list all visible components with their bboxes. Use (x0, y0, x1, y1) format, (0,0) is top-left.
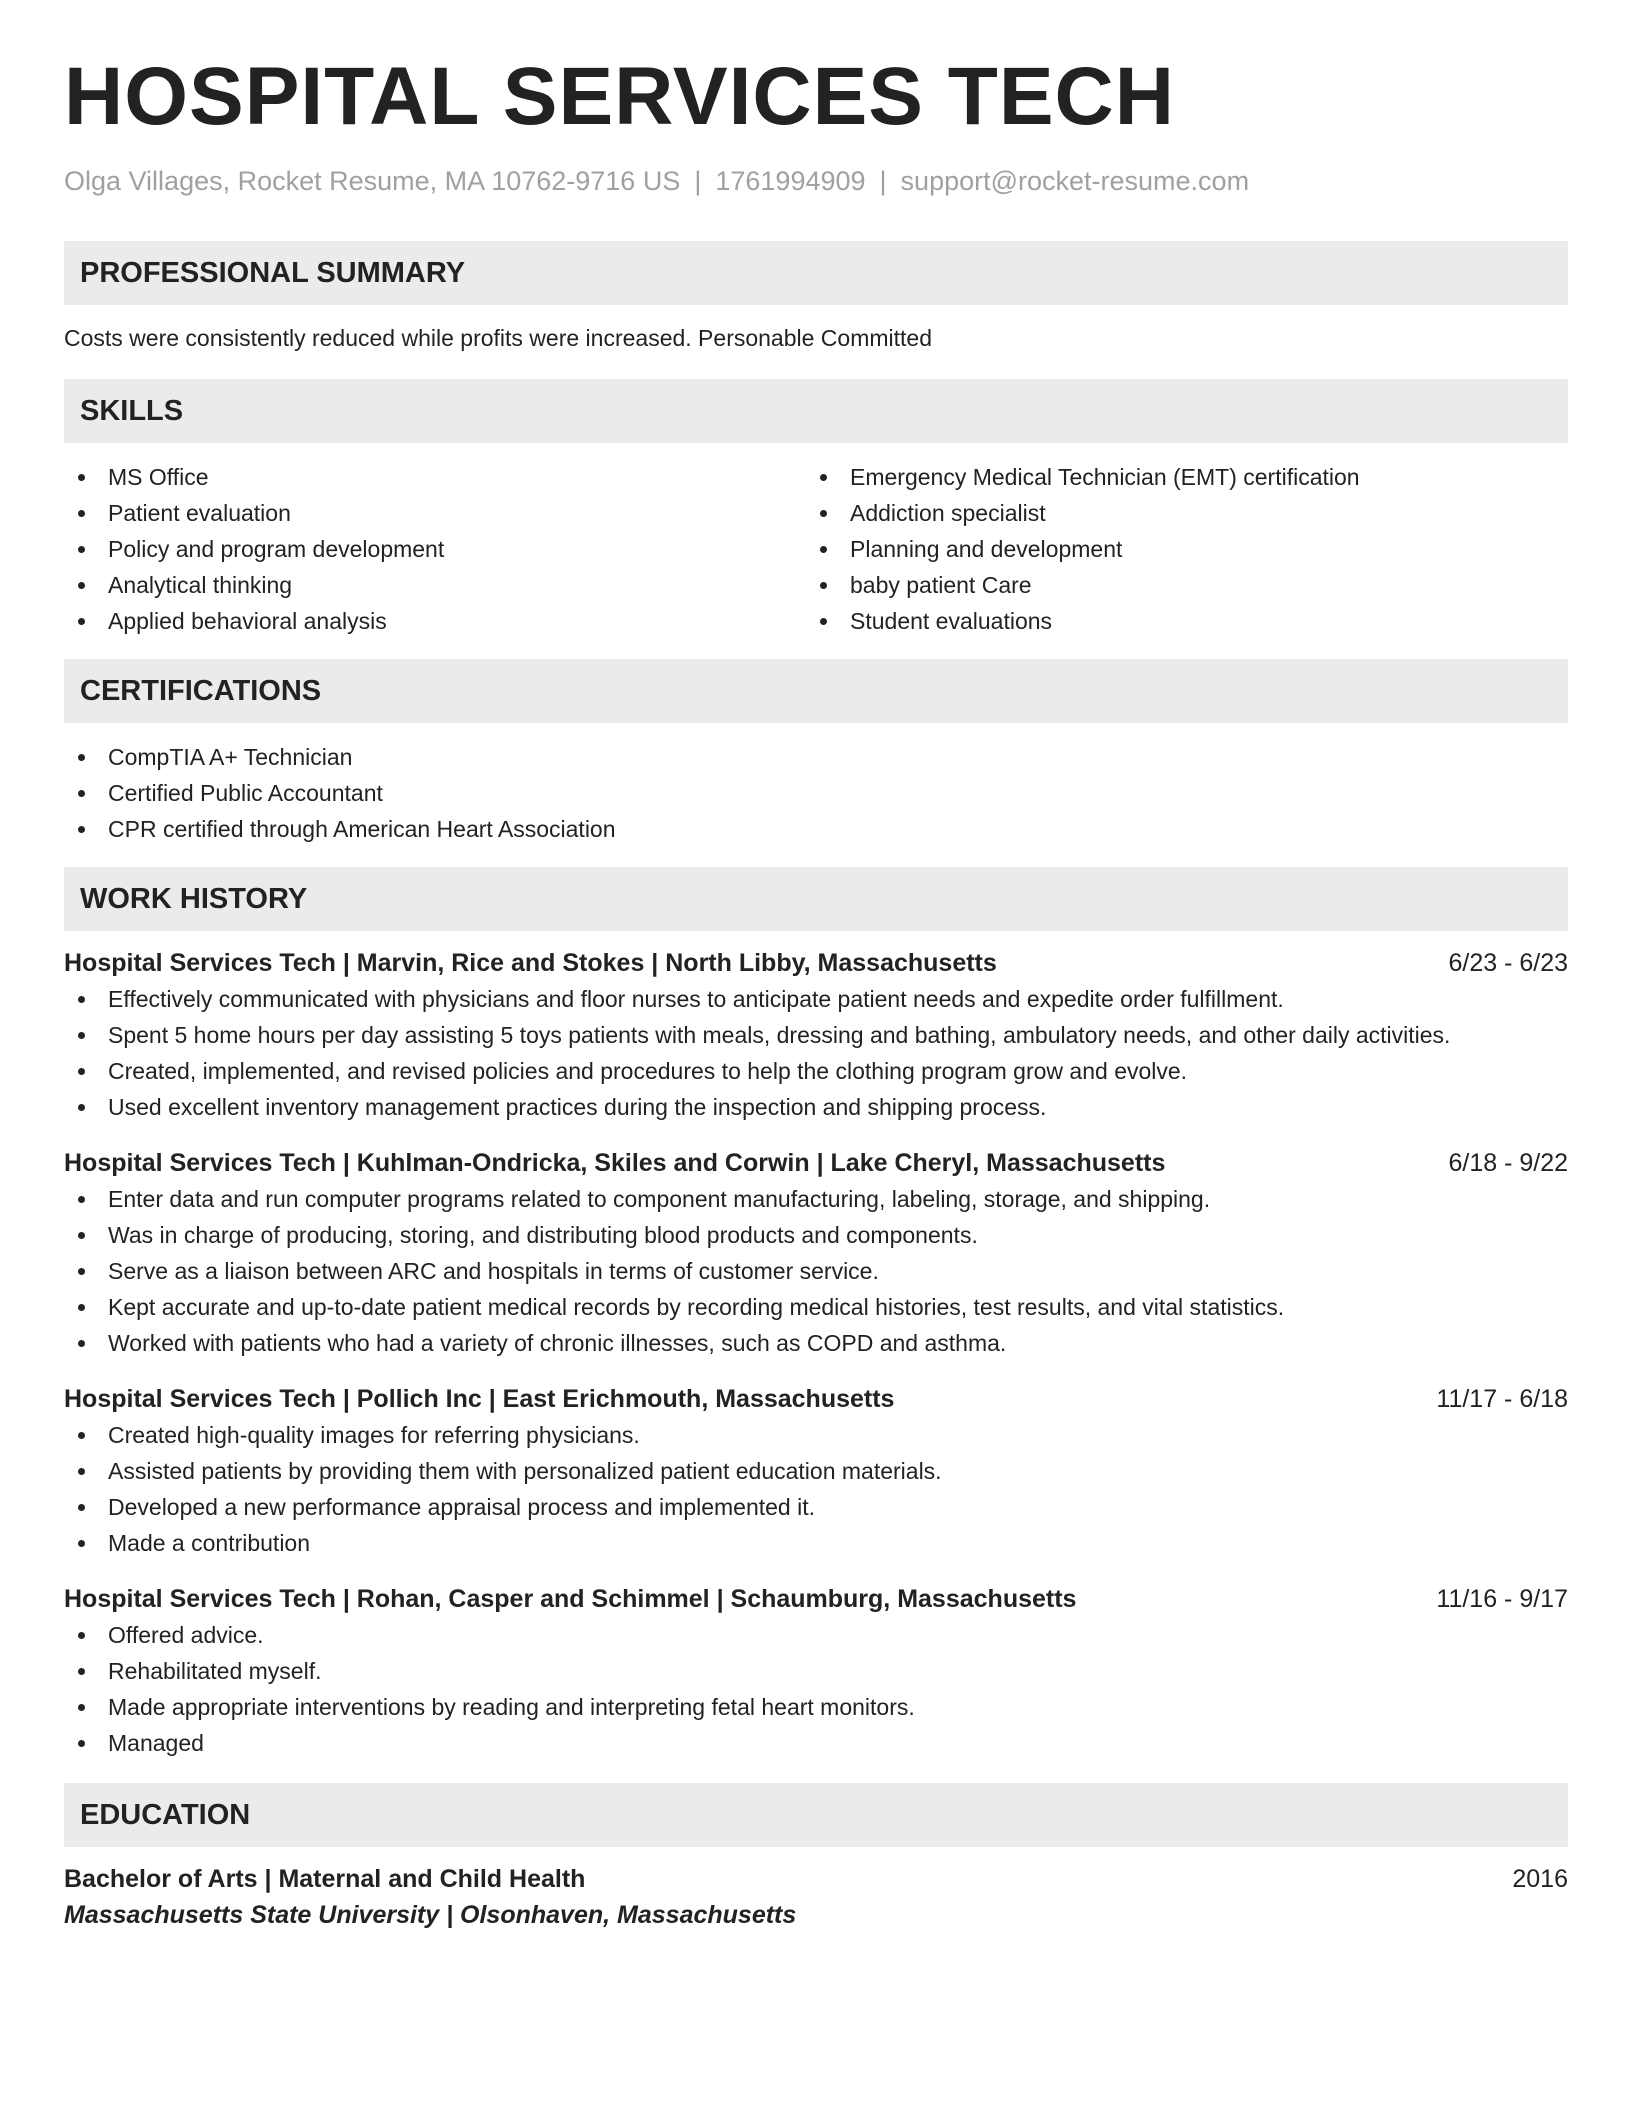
job-header (64, 1381, 1568, 1417)
education-entry (64, 1861, 1568, 1933)
job-duty-item: Used excellent inventory management practices during the inspection and shipping process. (64, 1089, 1568, 1125)
section-heading-certifications: CERTIFICATIONS (64, 659, 1568, 723)
skill-item: Policy and program development (64, 531, 806, 567)
job-duties (64, 1417, 1568, 1561)
job-duty-item: Developed a new performance appraisal process and implemented it. (64, 1489, 1568, 1525)
section-heading-summary: PROFESSIONAL SUMMARY (64, 241, 1568, 305)
summary-text: Costs were consistently reduced while profits were increased. Personable Committed (64, 325, 933, 352)
section-heading-skills: SKILLS (64, 379, 1568, 443)
certification-item: Certified Public Accountant (64, 775, 1568, 811)
job-duty-item: Created high-quality images for referring physicians. (64, 1417, 1568, 1453)
job-header (64, 945, 1568, 981)
skills-column-right (806, 459, 1548, 639)
job-duties (64, 981, 1568, 1125)
skills-column-left (64, 459, 806, 639)
job-duties (64, 1617, 1568, 1761)
skill-item: Patient evaluation (64, 495, 806, 531)
job-duty-item: Serve as a liaison between ARC and hospitals in terms of customer service. (64, 1253, 1568, 1289)
skill-item: Addiction specialist (806, 495, 1548, 531)
education-header (64, 1861, 1568, 1897)
certifications-list (64, 739, 1568, 847)
job-dates: 6/23 - 6/23 (1448, 949, 1568, 978)
job-entry (64, 1581, 1568, 1761)
job-title: Hospital Services Tech | Pollich Inc | East Erichmouth, Massachusetts (64, 1385, 895, 1414)
job-duty-item: Assisted patients by providing them with personalized patient education materials. (64, 1453, 1568, 1489)
job-duty-item: Worked with patients who had a variety of chronic illnesses, such as COPD and asthma. (64, 1325, 1568, 1361)
skill-item: Student evaluations (806, 603, 1548, 639)
contact-email[interactable]: support@rocket-resume.com (900, 166, 1250, 197)
resume-page (64, 52, 1568, 1933)
job-dates: 6/18 - 9/22 (1448, 1149, 1568, 1178)
section-heading-education: EDUCATION (64, 1783, 1568, 1847)
job-duty-item: Kept accurate and up-to-date patient medical records by recording medical histories, test results, and vital statistics. (64, 1289, 1568, 1325)
job-entry (64, 1145, 1568, 1361)
skill-item: MS Office (64, 459, 806, 495)
job-duty-item: Effectively communicated with physicians and floor nurses to anticipate patient needs and expedite order fulfillment. (64, 981, 1568, 1017)
skill-item: Applied behavioral analysis (64, 603, 806, 639)
job-entry (64, 1381, 1568, 1561)
resume-title: HOSPITAL SERVICES TECH (64, 51, 1175, 142)
skill-item: baby patient Care (806, 567, 1548, 603)
job-header (64, 1581, 1568, 1617)
job-duty-item: Was in charge of producing, storing, and distributing blood products and components. (64, 1217, 1568, 1253)
section-heading-work-history: WORK HISTORY (64, 867, 1568, 931)
contact-line (64, 166, 1568, 197)
job-duty-item: Rehabilitated myself. (64, 1653, 1568, 1689)
skill-item: Planning and development (806, 531, 1548, 567)
job-title: Hospital Services Tech | Kuhlman-Ondricka, Skiles and Corwin | Lake Cheryl, Massachusetts (64, 1149, 1166, 1178)
job-title: Hospital Services Tech | Marvin, Rice and Stokes | North Libby, Massachusetts (64, 949, 997, 978)
contact-separator: | (694, 166, 702, 197)
education-year: 2016 (1512, 1865, 1568, 1894)
education-school: Massachusetts State University | Olsonhaven, Massachusetts (64, 1901, 797, 1930)
job-dates: 11/17 - 6/18 (1436, 1385, 1568, 1414)
job-duty-item: Made a contribution (64, 1525, 1568, 1561)
contact-address: Olga Villages, Rocket Resume, MA 10762-9716 US (64, 166, 681, 197)
job-duty-item: Spent 5 home hours per day assisting 5 toys patients with meals, dressing and bathing, ambulatory needs, and other daily activities. (64, 1017, 1568, 1053)
job-header (64, 1145, 1568, 1181)
job-duty-item: Enter data and run computer programs related to component manufacturing, labeling, storage, and shipping. (64, 1181, 1568, 1217)
skill-item: Emergency Medical Technician (EMT) certification (806, 459, 1548, 495)
job-duties (64, 1181, 1568, 1361)
job-entry (64, 945, 1568, 1125)
certification-item: CPR certified through American Heart Association (64, 811, 1568, 847)
job-duty-item: Made appropriate interventions by reading and interpreting fetal heart monitors. (64, 1689, 1568, 1725)
certification-item: CompTIA A+ Technician (64, 739, 1568, 775)
skill-item: Analytical thinking (64, 567, 806, 603)
job-duty-item: Managed (64, 1725, 1568, 1761)
job-title: Hospital Services Tech | Rohan, Casper and Schimmel | Schaumburg, Massachusetts (64, 1585, 1077, 1614)
skills-list (64, 459, 1568, 639)
education-degree: Bachelor of Arts | Maternal and Child Health (64, 1865, 586, 1894)
job-dates: 11/16 - 9/17 (1436, 1585, 1568, 1614)
contact-phone: 1761994909 (715, 166, 866, 197)
job-duty-item: Offered advice. (64, 1617, 1568, 1653)
job-duty-item: Created, implemented, and revised policies and procedures to help the clothing program grow and evolve. (64, 1053, 1568, 1089)
contact-separator: | (879, 166, 887, 197)
